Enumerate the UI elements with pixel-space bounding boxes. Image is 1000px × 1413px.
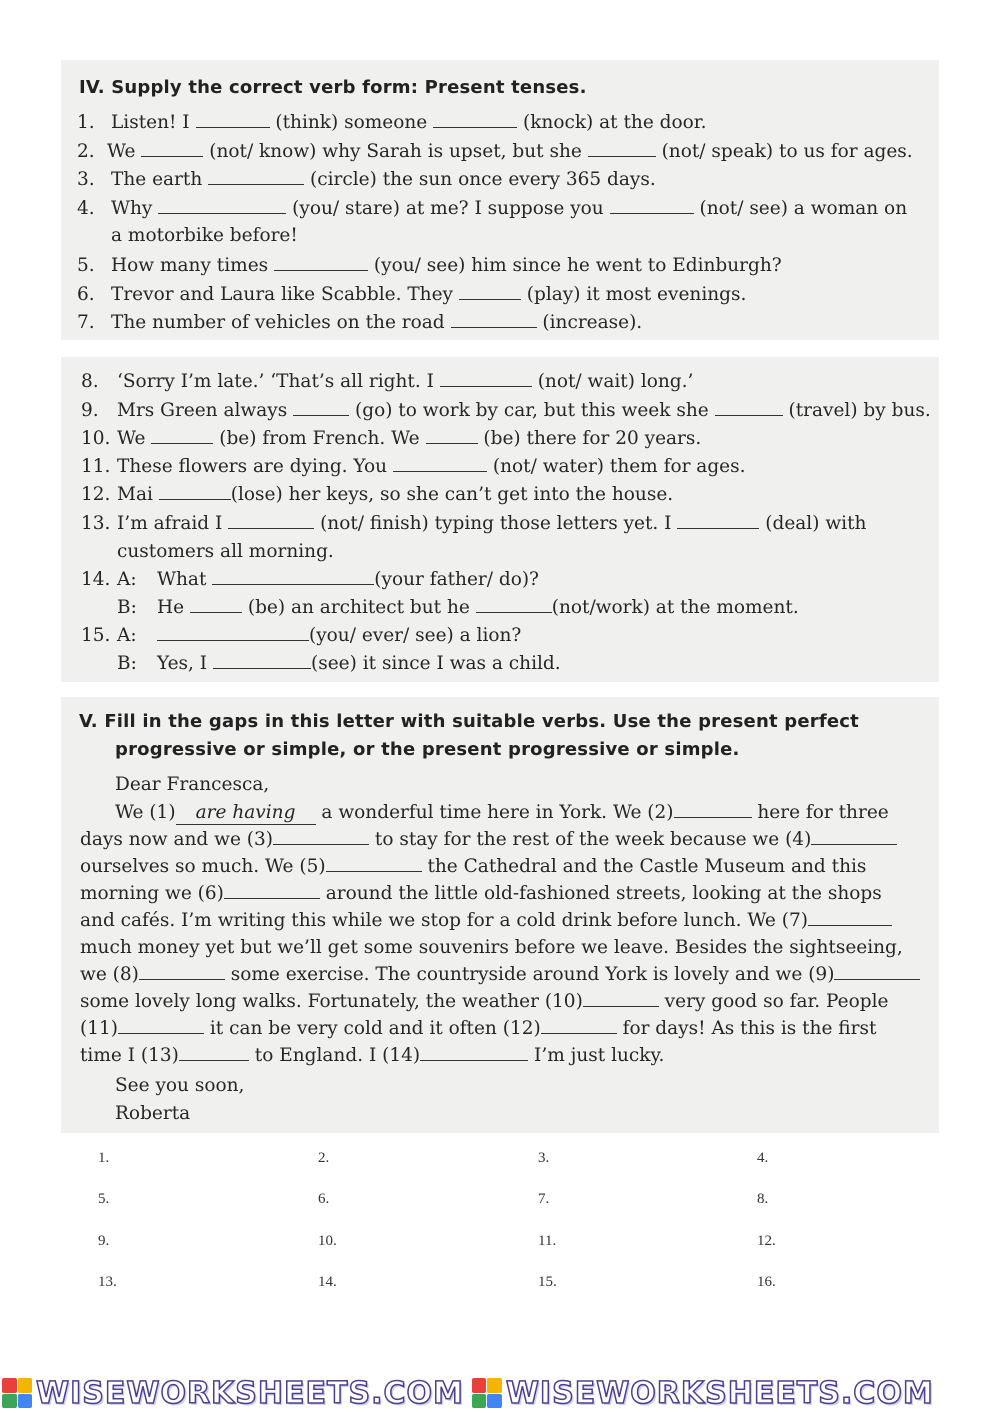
answer-blank[interactable] xyxy=(190,597,242,613)
answer-label[interactable]: 13. xyxy=(98,1274,117,1290)
logo-grid-icon xyxy=(472,1378,502,1408)
exercise-item-10: 10. We (be) from French. We (be) there for 20 years. xyxy=(81,428,702,449)
example-answer: are having xyxy=(176,802,316,825)
answer-label[interactable]: 4. xyxy=(757,1150,769,1166)
answer-blank[interactable] xyxy=(588,141,656,157)
answer-blank[interactable] xyxy=(433,112,517,128)
section-5-heading-line-2: progressive or simple, or the present progressive or simple. xyxy=(115,739,740,760)
answer-blank[interactable] xyxy=(151,428,213,444)
exercise-item-6: 6. Trevor and Laura like Scabble. They (play) it most evenings. xyxy=(77,284,747,305)
answer-blank[interactable] xyxy=(451,312,537,328)
exercise-item-1: 1. Listen! I (think) someone (knock) at the door. xyxy=(77,112,707,133)
letter-line-7: we (8) some exercise. The countryside around York is lovely and we (9) xyxy=(80,964,920,986)
answer-blank[interactable] xyxy=(196,112,270,128)
exercise-item-15b: B: Yes, I (see) it since I was a child. xyxy=(117,653,561,674)
exercise-item-13: 13. I’m afraid I (not/ finish) typing those letters yet. I (deal) with xyxy=(81,513,867,534)
answer-blank[interactable] xyxy=(293,400,349,416)
answer-label[interactable]: 15. xyxy=(538,1274,557,1290)
letter-line-5: and cafés. I’m writing this while we stop for a cold drink before lunch. We (7) xyxy=(80,910,892,932)
letter-greeting: Dear Francesca, xyxy=(115,774,270,795)
logo-text: WISEWORKSHEETS.COM xyxy=(36,1375,464,1411)
letter-line-8: some lovely long walks. Fortunately, the weather (10) very good so far. People xyxy=(80,991,889,1012)
letter-line-4: morning we (6) around the little old-fashioned streets, looking at the shops xyxy=(80,883,882,904)
answer-blank[interactable] xyxy=(715,400,783,416)
footer-branding xyxy=(0,1373,1000,1413)
answer-blank[interactable] xyxy=(212,569,374,585)
exercise-item-8: 8. ‘Sorry I’m late.’ ‘That’s all right. I (not/ wait) long.’ xyxy=(81,371,694,392)
answer-label[interactable]: 6. xyxy=(318,1191,330,1207)
logo-text: WISEWORKSHEETS.COM xyxy=(505,1375,934,1411)
site-logo xyxy=(0,1373,464,1413)
answer-blank[interactable] xyxy=(674,802,752,818)
answer-blank[interactable] xyxy=(141,141,203,157)
letter-line-3: ourselves so much. We (5) the Cathedral and the Castle Museum and this xyxy=(80,856,867,877)
answer-blank[interactable] xyxy=(228,513,314,529)
answer-blank[interactable] xyxy=(213,653,311,669)
answer-label[interactable]: 1. xyxy=(98,1150,110,1166)
answer-blank[interactable] xyxy=(420,1045,528,1061)
answer-blank[interactable] xyxy=(118,1018,204,1034)
answer-blank[interactable] xyxy=(157,625,309,641)
answer-blank[interactable] xyxy=(326,856,422,872)
answer-label[interactable]: 3. xyxy=(538,1150,550,1166)
answer-blank[interactable] xyxy=(159,484,231,500)
letter-line-9: (11) it can be very cold and it often (12) for days! As this is the first xyxy=(80,1018,877,1039)
answer-blank[interactable] xyxy=(224,883,320,899)
answer-label[interactable]: 7. xyxy=(538,1191,550,1207)
section-4-continued-panel xyxy=(61,357,939,682)
section-4-heading: IV. Supply the correct verb form: Present tenses. xyxy=(79,77,587,98)
answer-blank[interactable] xyxy=(583,991,659,1007)
exercise-item-4-continued: a motorbike before! xyxy=(111,225,298,246)
answer-label[interactable]: 9. xyxy=(98,1233,110,1249)
exercise-item-2: 2. We (not/ know) why Sarah is upset, but she (not/ speak) to us for ages. xyxy=(77,141,913,162)
answer-blank[interactable] xyxy=(179,1045,249,1061)
answer-blank[interactable] xyxy=(834,964,920,980)
letter-closing: See you soon, xyxy=(115,1075,245,1096)
exercise-item-14b: B: He (be) an architect but he (not/work) at the moment. xyxy=(117,597,799,618)
letter-line-1: We (1) are having a wonderful time here in York. We (2) here for three xyxy=(115,802,889,823)
answer-label[interactable]: 10. xyxy=(318,1233,337,1249)
answer-blank[interactable] xyxy=(139,964,225,980)
exercise-item-5: 5. How many times (you/ see) him since he went to Edinburgh? xyxy=(77,255,782,276)
letter-line-10: time I (13) to England. I (14) I’m just lucky. xyxy=(80,1045,665,1066)
exercise-item-9: 9. Mrs Green always (go) to work by car, but this week she (travel) by bus. xyxy=(81,400,931,421)
answer-blank[interactable] xyxy=(274,255,368,271)
answer-blank[interactable] xyxy=(610,198,694,214)
section-5-panel xyxy=(61,697,939,1133)
section-5-heading-line-1: V. Fill in the gaps in this letter with suitable verbs. Use the present perfect xyxy=(79,711,859,732)
letter-signature: Roberta xyxy=(115,1103,191,1124)
section-4-panel xyxy=(61,60,939,340)
exercise-item-4: 4. Why (you/ stare) at me? I suppose you (not/ see) a woman on xyxy=(77,198,908,219)
answer-blank[interactable] xyxy=(476,597,552,613)
exercise-item-11: 11. These flowers are dying. You (not/ water) them for ages. xyxy=(81,456,746,477)
exercise-item-7: 7. The number of vehicles on the road (increase). xyxy=(77,312,643,333)
answer-label[interactable]: 5. xyxy=(98,1191,110,1207)
answer-blank[interactable] xyxy=(208,169,304,185)
answer-blank[interactable] xyxy=(459,284,521,300)
answer-label[interactable]: 2. xyxy=(318,1150,330,1166)
answer-blank[interactable] xyxy=(541,1018,617,1034)
answer-blank[interactable] xyxy=(440,371,532,387)
answer-label[interactable]: 11. xyxy=(538,1233,557,1249)
answer-blank[interactable] xyxy=(808,910,892,926)
answer-blank[interactable] xyxy=(677,513,759,529)
answer-blank[interactable] xyxy=(426,428,478,444)
exercise-item-3: 3. The earth (circle) the sun once every 365 days. xyxy=(77,169,656,190)
answer-label[interactable]: 8. xyxy=(757,1191,769,1207)
answer-label[interactable]: 12. xyxy=(757,1233,776,1249)
answer-blank[interactable] xyxy=(811,829,897,845)
exercise-item-12: 12. Mai (lose) her keys, so she can’t get into the house. xyxy=(81,484,674,505)
answer-label[interactable]: 14. xyxy=(318,1274,337,1290)
answer-blank[interactable] xyxy=(273,829,369,845)
letter-line-6: much money yet but we’ll get some souvenirs before we leave. Besides the sightseeing, xyxy=(80,937,903,958)
answer-blank[interactable] xyxy=(393,456,487,472)
logo-grid-icon xyxy=(2,1378,32,1408)
exercise-item-15a: 15. A: (you/ ever/ see) a lion? xyxy=(81,625,522,646)
answer-blank[interactable] xyxy=(158,198,286,214)
answer-label[interactable]: 16. xyxy=(757,1274,776,1290)
letter-line-2: days now and we (3) to stay for the rest of the week because we (4) xyxy=(80,829,897,851)
site-logo xyxy=(470,1373,934,1413)
exercise-item-14a: 14. A: What (your father/ do)? xyxy=(81,569,539,590)
exercise-item-13-continued: customers all morning. xyxy=(117,541,334,562)
